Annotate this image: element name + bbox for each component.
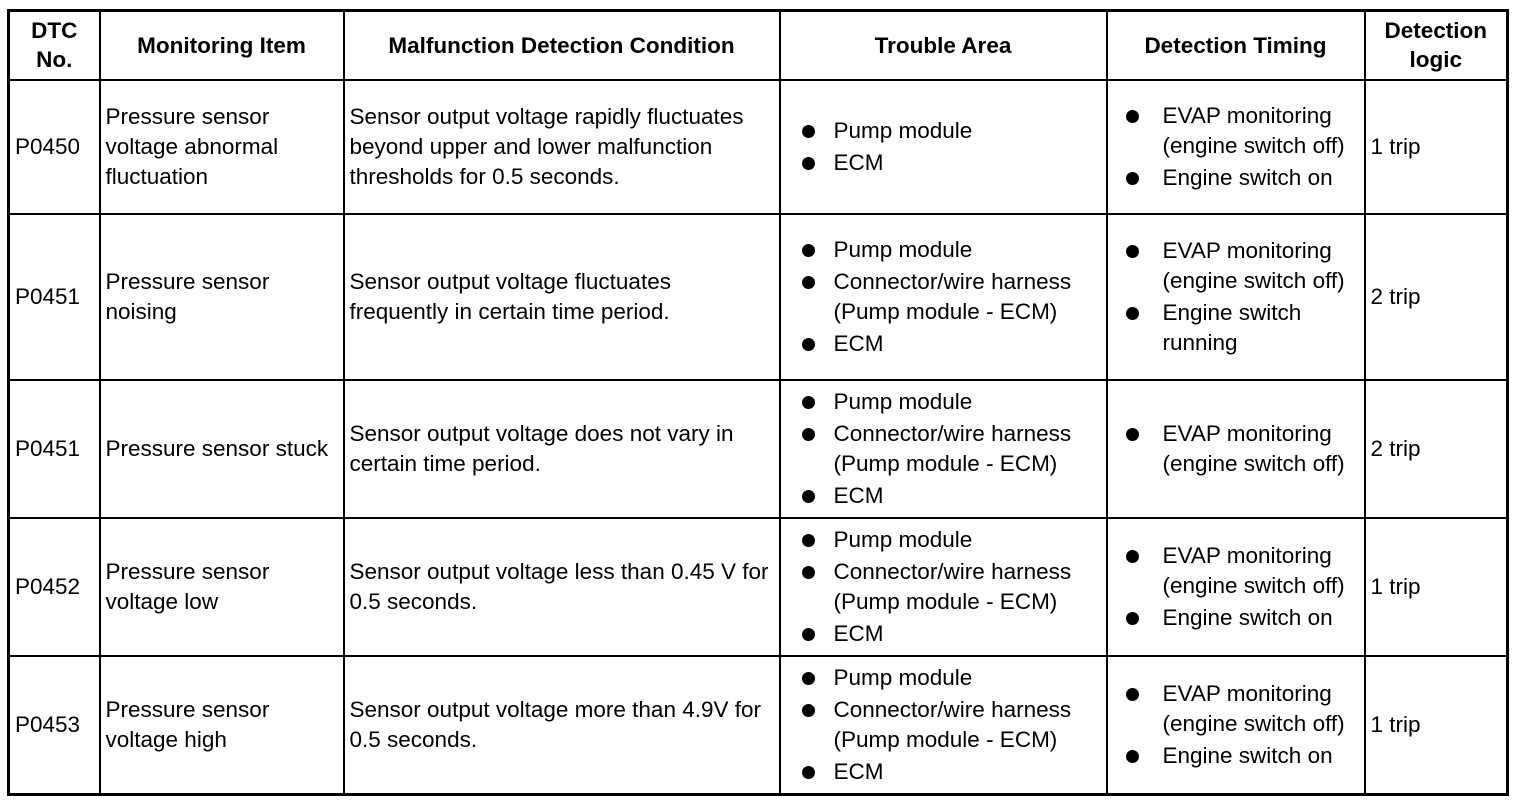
trouble-area <box>780 80 1107 214</box>
dtc-code: P0451 <box>9 380 100 518</box>
monitoring-item: Pressure sensor voltage high <box>100 656 344 795</box>
trouble-area <box>780 518 1107 656</box>
header-trouble-area: Trouble Area <box>780 11 1107 80</box>
detection-condition: Sensor output voltage does not vary in certain time period. <box>344 380 780 518</box>
detection-timing-item: Engine switch on <box>1113 741 1359 771</box>
dtc-code: P0452 <box>9 518 100 656</box>
detection-condition: Sensor output voltage fluctuates frequently in certain time period. <box>344 214 780 380</box>
trouble-area-item: Pump module <box>786 525 1101 555</box>
header-row <box>9 11 1508 80</box>
detection-condition: Sensor output voltage more than 4.9V for 0.5 seconds. <box>344 656 780 795</box>
detection-timing <box>1107 380 1365 518</box>
trouble-area <box>780 380 1107 518</box>
header-detection-logic: Detection logic <box>1365 11 1508 80</box>
detection-timing-item: EVAP monitoring (engine switch off) <box>1113 419 1359 479</box>
detection-timing-item: EVAP monitoring (engine switch off) <box>1113 541 1359 601</box>
trouble-area-item: Connector/wire harness (Pump module - ECM) <box>786 267 1101 327</box>
detection-timing-item: EVAP monitoring (engine switch off) <box>1113 679 1359 739</box>
trouble-area-item: Pump module <box>786 116 1101 146</box>
trouble-area-item: Pump module <box>786 663 1101 693</box>
trouble-area-item: ECM <box>786 329 1101 359</box>
detection-timing <box>1107 518 1365 656</box>
dtc-table <box>7 9 1509 796</box>
trouble-area <box>780 214 1107 380</box>
detection-timing-item: EVAP monitoring (engine switch off) <box>1113 236 1359 296</box>
trouble-area-item: Pump module <box>786 387 1101 417</box>
detection-logic: 2 trip <box>1365 214 1508 380</box>
trouble-area-item: ECM <box>786 619 1101 649</box>
monitoring-item: Pressure sensor stuck <box>100 380 344 518</box>
detection-condition: Sensor output voltage less than 0.45 V for 0.5 seconds. <box>344 518 780 656</box>
detection-timing <box>1107 656 1365 795</box>
trouble-area <box>780 656 1107 795</box>
dtc-code: P0450 <box>9 80 100 214</box>
trouble-area-item: ECM <box>786 481 1101 511</box>
detection-timing <box>1107 214 1365 380</box>
header-detection-timing: Detection Timing <box>1107 11 1365 80</box>
detection-logic: 1 trip <box>1365 656 1508 795</box>
table-row <box>9 80 1508 214</box>
dtc-code: P0453 <box>9 656 100 795</box>
trouble-area-item: Pump module <box>786 235 1101 265</box>
detection-logic: 1 trip <box>1365 518 1508 656</box>
table-row <box>9 656 1508 795</box>
detection-timing-item: Engine switch on <box>1113 603 1359 633</box>
table-row <box>9 518 1508 656</box>
table-row <box>9 380 1508 518</box>
detection-logic: 1 trip <box>1365 80 1508 214</box>
header-dtc-no: DTC No. <box>9 11 100 80</box>
trouble-area-item: Connector/wire harness (Pump module - ECM) <box>786 419 1101 479</box>
detection-logic: 2 trip <box>1365 380 1508 518</box>
header-malfunction-condition: Malfunction Detection Condition <box>344 11 780 80</box>
monitoring-item: Pressure sensor voltage low <box>100 518 344 656</box>
trouble-area-item: ECM <box>786 757 1101 787</box>
detection-timing <box>1107 80 1365 214</box>
detection-timing-item: EVAP monitoring (engine switch off) <box>1113 101 1359 161</box>
detection-timing-item: Engine switch running <box>1113 298 1359 358</box>
monitoring-item: Pressure sensor noising <box>100 214 344 380</box>
monitoring-item: Pressure sensor voltage abnormal fluctuation <box>100 80 344 214</box>
dtc-code: P0451 <box>9 214 100 380</box>
detection-timing-item: Engine switch on <box>1113 163 1359 193</box>
trouble-area-item: ECM <box>786 148 1101 178</box>
header-monitoring-item: Monitoring Item <box>100 11 344 80</box>
table-row <box>9 214 1508 380</box>
trouble-area-item: Connector/wire harness (Pump module - ECM) <box>786 695 1101 755</box>
trouble-area-item: Connector/wire harness (Pump module - ECM) <box>786 557 1101 617</box>
detection-condition: Sensor output voltage rapidly fluctuates beyond upper and lower malfunction thresholds for 0.5 seconds. <box>344 80 780 214</box>
